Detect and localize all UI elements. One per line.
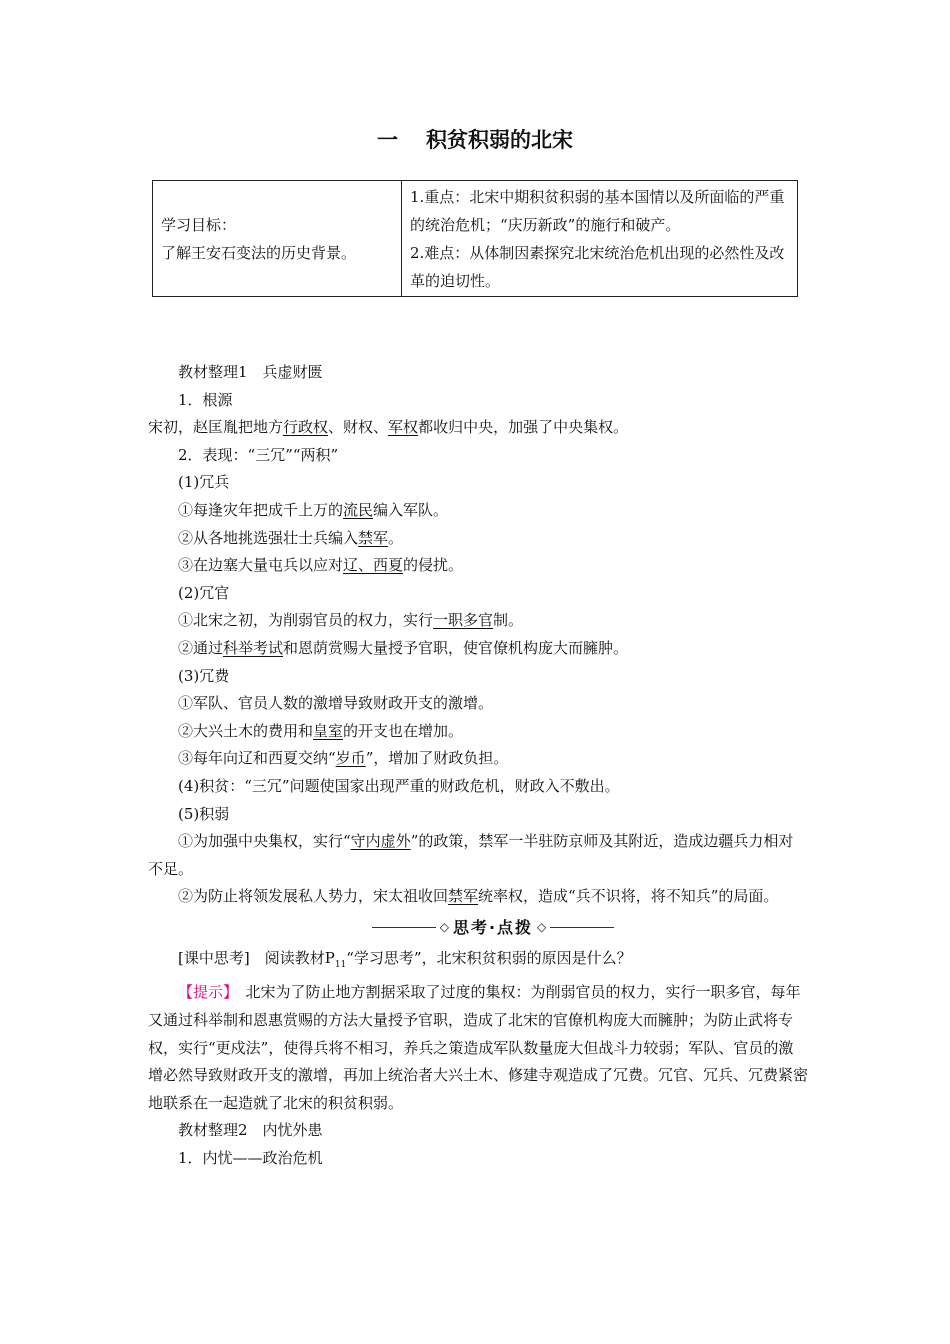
s1-p1: 宋初，赵匡胤把地方行政权、财权、军权都收归中央，加强了中央集权。 xyxy=(148,418,629,437)
s1-sub2: (2)冗官 xyxy=(178,583,230,602)
goals-text: 了解王安石变法的历史背景。 xyxy=(161,243,357,262)
s1-sub5: (5)积弱 xyxy=(178,804,230,823)
title-text: 积贫积弱的北宋 xyxy=(426,128,573,152)
s1-sub4: (4)积贫：“三冗”问题使国家出现严重的财政危机，财政入不敷出。 xyxy=(178,776,620,795)
divider-rule-left xyxy=(372,927,436,928)
s1-d1: ①为加强中央集权，实行“守内虚外”的政策，禁军一半驻防京师及其附近，造成边疆兵力相对不足。 xyxy=(148,832,794,878)
s2-h1: 1．内忧——政治危机 xyxy=(178,1149,323,1168)
s1-c1: ①军队、官员人数的激增导致财政开支的激增。 xyxy=(178,694,494,713)
diamond-icon: ◇ xyxy=(439,920,449,935)
s1-sub1: (1)冗兵 xyxy=(178,473,230,492)
s1-a3: ③在边塞大量屯兵以应对辽、西夏的侵扰。 xyxy=(178,556,464,575)
goals-difficulty: 2.难点：从体制因素探究北宋统治危机出现的必然性及改革的迫切性。 xyxy=(410,243,785,290)
goals-key-point: 1.重点：北宋中期积贫积弱的基本国情以及所面临的严重的统治危机；“庆历新政”的施行和破产。 xyxy=(410,187,785,234)
s1-d2: ②为防止将领发展私人势力，宋太祖收回禁军统率权，造成“兵不识将，将不知兵”的局面。 xyxy=(178,887,779,906)
s1-b2: ②通过科举考试和恩荫赏赐大量授予官职，使官僚机构庞大而臃肿。 xyxy=(178,638,629,657)
title-number: 一 xyxy=(377,128,398,152)
section1-heading: 教材整理1 兵虚财匮 xyxy=(178,363,323,381)
s1-b1: ①北宋之初，为削弱官员的权力，实行一职多官制。 xyxy=(178,611,524,630)
hint-label: 【提示】 xyxy=(178,983,231,1002)
s1-a2: ②从各地挑选强壮士兵编入禁军。 xyxy=(178,528,404,547)
section2-heading: 教材整理2 内忧外患 xyxy=(178,1121,323,1140)
page-title xyxy=(0,124,950,154)
divider-text: 思考·点拨 xyxy=(452,918,534,938)
goals-right-cell xyxy=(402,181,798,297)
goals-left-cell xyxy=(153,181,402,297)
s1-c3: ③每年向辽和西夏交纳“岁币”，增加了财政负担。 xyxy=(178,749,509,768)
goals-label: 学习目标： xyxy=(161,215,237,234)
s1-h1: 1．根源 xyxy=(178,390,233,409)
s1-c2: ②大兴土木的费用和皇室的开支也在增加。 xyxy=(178,721,464,740)
s1-a1: ①每逢灾年把成千上万的流民编入军队。 xyxy=(178,500,449,519)
s1-sub3: (3)冗费 xyxy=(178,666,230,685)
divider-rule-right xyxy=(550,927,614,928)
think-divider xyxy=(178,911,808,945)
answer-junquan: 军权 xyxy=(388,418,419,437)
learning-goals-table xyxy=(152,180,798,297)
think-hint: 【提示】 北宋为了防止地方割据采取了过度的集权：为削弱官员的权力，实行一职多官，每年又通过科举制和恩惠赏赐的方法大量授予官职，造成了北宋的官僚机构庞大而臃肿；为防止武将专权，实行“更戍法”，使得兵将不相习，养兵之策造成军队数量庞大但战斗力较弱；军队、官员的激增必然导致财政开支的激增，再加上统治者大兴土木、修建寺观造成了冗费。冗官、冗兵、冗费紧密地联系在一起造就了北宋的积贫积弱。 xyxy=(148,983,809,1112)
think-question: [课中思考] 阅读教材$P_{11}“$学习思考”，北宋积贫积弱的原因是什么？ xyxy=(178,948,632,970)
answer-xingzhengquan: 行政权 xyxy=(283,418,329,437)
main-text xyxy=(148,359,809,1173)
diamond-icon: ◇ xyxy=(537,920,547,935)
s1-h2: 2．表现：“三冗”“两积” xyxy=(178,445,339,464)
